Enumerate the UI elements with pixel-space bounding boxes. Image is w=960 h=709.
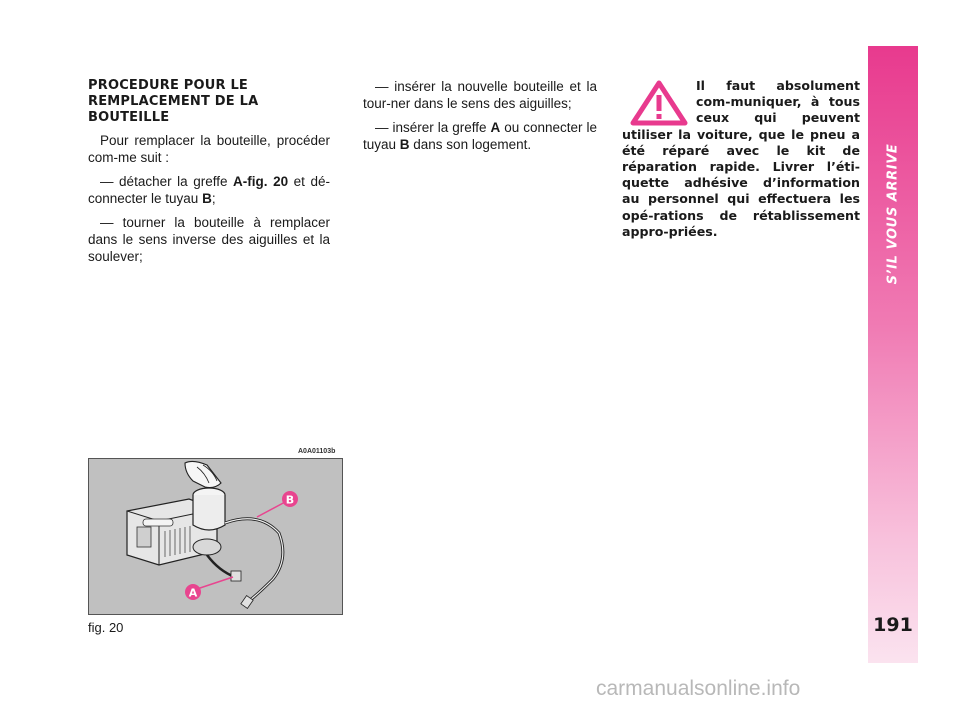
step-turn-paragraph: — tourner la bouteille à remplacer dans le sens inverse des aiguilles et la soulever; [88,215,330,264]
compressor-illustration [89,459,342,614]
label-a: A [188,586,198,600]
middle-column [363,78,597,160]
warning-text: Il faut absolument com-muniquer, à tous ceux qui peuvent utiliser la voiture, que le pneu a été réparé avec le kit de réparation rapide. Livrer l’éti-quette adhésive d’information au personnel qui effectuera les opé-rations de rétablissement appro-priées. [622,78,860,239]
section-title: S’IL VOUS ARRIVE [885,143,901,285]
section-heading: PROCEDURE POUR LE REMPLACEMENT DE LA BOUTEILLE [88,78,259,125]
figure-caption: fig. 20 [88,620,124,635]
section-sidebar [868,46,918,663]
label-b: B [285,493,295,507]
fig-reference: A-fig. 20 [233,174,289,189]
page-number: 191 [873,614,913,636]
intro-paragraph: Pour remplacer la bouteille, procéder com-me suit : [88,133,330,165]
warning-box [622,78,860,240]
warning-triangle-icon [630,80,688,126]
step-connect-paragraph: — insérer la greffe A ou connecter le tuyau B dans son logement. [363,120,597,152]
step-detach-paragraph: — détacher la greffe A-fig. 20 et dé-connecter le tuyau B; [88,174,330,206]
figure-code: A0A01103b [298,448,336,455]
watermark: carmanualsonline.info [596,677,801,700]
step-insert-paragraph: — insérer la nouvelle bouteille et la tour-ner dans le sens des aiguilles; [363,79,597,111]
figure-20 [88,458,343,615]
left-column [88,78,330,272]
